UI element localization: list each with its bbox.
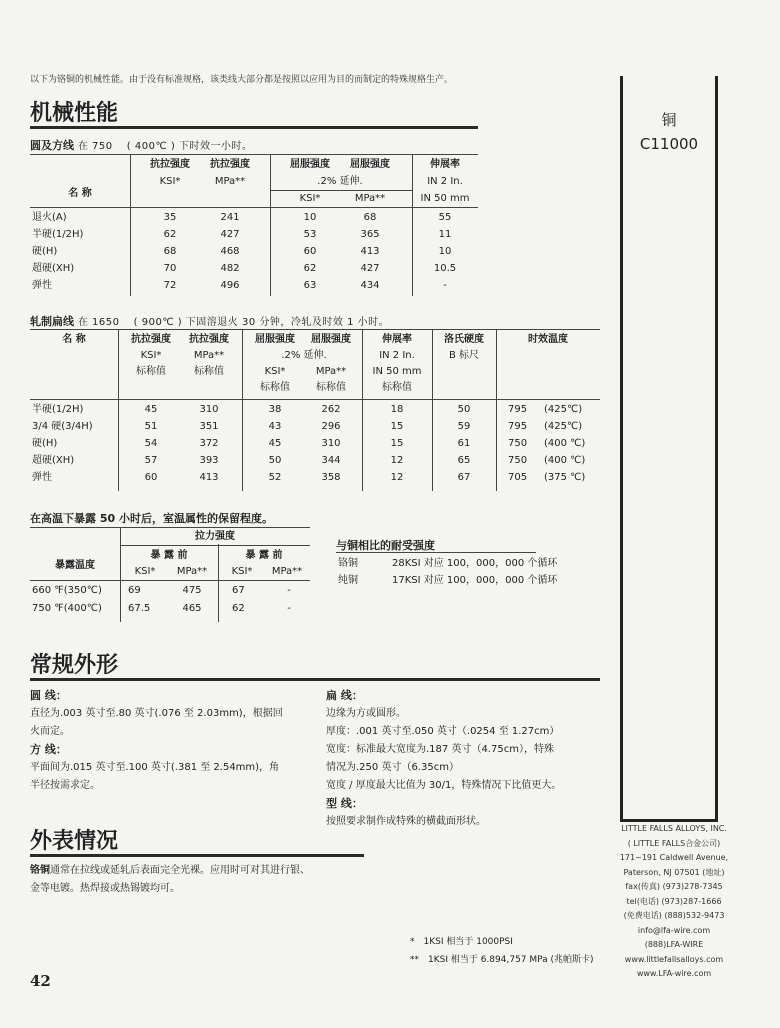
square-wire-text: 平面间为.015 英寸至.100 英寸(.381 至 2.54mm)，角 [30, 762, 280, 773]
table3-h-mpa: MPa** [176, 566, 208, 577]
table1-h-yield-sub: .2% 延伸. [317, 176, 363, 187]
table-row [30, 600, 310, 618]
table3-h-ksi: KSI* [134, 566, 156, 577]
table2-h-elong-sub1: IN 2 In. [379, 350, 415, 361]
cell: 482 [220, 263, 240, 274]
table2-h-yield1: 屈服强度 [255, 334, 295, 345]
round-wire-label: 圆 线： [30, 689, 67, 702]
cell: 795 [508, 404, 528, 415]
cell: 69 [128, 585, 141, 596]
table2-h-nominal: 标称值 [316, 382, 346, 393]
row-label: 退火(A) [32, 212, 67, 223]
cell: 434 [360, 280, 380, 291]
cell: 750 [508, 438, 528, 449]
company-line: 171~191 Caldwell Avenue, [619, 853, 729, 862]
table-row [30, 209, 478, 226]
cell: 10 [438, 246, 452, 257]
company-line: tel(电话) (973)287-1666 [626, 896, 722, 906]
forms-left-column [30, 687, 310, 795]
company-info [614, 822, 734, 982]
row-label: 超硬(XH) [32, 455, 75, 466]
table3-header-rule [120, 545, 310, 546]
table3-h-mpa: MPa** [271, 566, 303, 577]
section-title-mechanical: 机械性能 [30, 100, 119, 126]
cell: 310 [321, 438, 341, 449]
row-label: 3/4 硬(3/4H) [32, 421, 93, 432]
cell: 50 [457, 404, 471, 415]
fatigue-title: 与铜相比的耐受强度 [336, 539, 435, 552]
cell: 365 [360, 229, 380, 240]
cell: 68 [163, 246, 177, 257]
square-wire-label: 方 线： [30, 743, 67, 756]
table-row [30, 469, 600, 486]
cell: 11 [438, 229, 452, 240]
table1-h-yield1: 屈服强度 [290, 159, 330, 170]
cell: 10.5 [433, 263, 457, 274]
cell: 52 [268, 472, 282, 483]
table1-h-tensile1: 抗拉强度 [150, 159, 190, 170]
cell: 468 [220, 246, 240, 257]
table3-h-ksi: KSI* [231, 566, 253, 577]
square-wire-text: 半径按需求定。 [30, 780, 100, 791]
sidebar-frame [620, 76, 718, 822]
flat-wire-text: 宽度 / 厚度最大比值为 30/1，特殊情况下比值更大。 [326, 780, 562, 791]
cell: 372 [199, 438, 219, 449]
cell: 51 [144, 421, 158, 432]
cell: 262 [321, 404, 341, 415]
cell: 45 [144, 404, 158, 415]
cell: 351 [199, 421, 219, 432]
cell: 57 [144, 455, 158, 466]
cell: 59 [457, 421, 471, 432]
cell: 63 [303, 280, 317, 291]
table2-h-nominal: 标称值 [382, 382, 412, 393]
finish-paragraph [30, 862, 360, 898]
table1-top-rule [30, 154, 478, 155]
table3-h-tensile: 拉力强度 [195, 531, 235, 542]
company-line: Paterson, NJ 07501 (地址) [623, 867, 725, 877]
company-line: (888)LFA-WIRE [644, 940, 704, 949]
table1-h-tensile1-unit: KSI* [159, 176, 181, 187]
table-row [30, 582, 310, 600]
cell: - [443, 280, 447, 291]
row-label: 弹性 [32, 280, 52, 291]
cell: 296 [321, 421, 341, 432]
fatigue-value: 28KSI 对应 100，000，000 个循环 [392, 558, 558, 569]
table2-h-yield1-unit: KSI* [264, 366, 286, 377]
section-rule [30, 126, 478, 129]
cell: 465 [182, 603, 202, 614]
table1-body [30, 209, 478, 294]
cell: 62 [232, 603, 245, 614]
cell: 15 [390, 421, 404, 432]
table1-h-tensile2-unit: MPa** [214, 176, 246, 187]
table-row [30, 435, 600, 452]
company-website: www.littlefallsalloys.com [624, 954, 724, 964]
fatigue-material: 铬铜 [338, 558, 358, 569]
cell: 705 [508, 472, 528, 483]
cell: 65 [457, 455, 471, 466]
cell: 427 [220, 229, 240, 240]
round-wire-text: 直径为.003 英寸至.80 英寸(.076 至 2.03mm)，根据回 [30, 708, 283, 719]
cell: 241 [220, 212, 240, 223]
table1-h-elong: 伸展率 [430, 159, 460, 170]
cell: 67 [457, 472, 471, 483]
row-label: 硬(H) [32, 438, 58, 449]
table3-h-before: 暴 露 前 [150, 550, 188, 561]
cell: 413 [199, 472, 219, 483]
forms-right-column [326, 687, 606, 831]
table-row [30, 401, 600, 418]
table1-col-name: 名 称 [68, 188, 92, 199]
table2-h-nominal: 标称值 [136, 366, 166, 377]
table2-h-tensile2: 抗拉强度 [189, 334, 229, 345]
table3-title: 在高温下暴露 50 小时后，室温属性的保留程度。 [30, 512, 273, 525]
section-title-finish: 外表情况 [30, 828, 119, 854]
finish-bold: 铬铜 [30, 865, 50, 876]
table1-h-tensile2: 抗拉强度 [210, 159, 250, 170]
cell: (425℃) [544, 421, 583, 432]
cell: 12 [390, 455, 404, 466]
flat-wire-text: 情况为.250 英寸（6.35cm） [326, 762, 459, 773]
cell: 310 [199, 404, 219, 415]
table3-header-bottom [30, 580, 310, 581]
cell: 496 [220, 280, 240, 291]
cell: 60 [144, 472, 158, 483]
table2-h-elong: 伸展率 [382, 334, 412, 345]
cell: 61 [457, 438, 471, 449]
cell: 72 [163, 280, 177, 291]
fatigue-material: 纯铜 [338, 575, 358, 586]
row-label: 硬(H) [32, 246, 58, 257]
table2-h-tensile1: 抗拉强度 [131, 334, 171, 345]
table-row [30, 243, 478, 260]
table3-h-after: 暴 露 前 [245, 550, 283, 561]
table1-h-yield2: 屈服强度 [350, 159, 390, 170]
table2-top-rule [30, 329, 600, 330]
cell: 10 [303, 212, 317, 223]
profile-wire-label: 型 线： [326, 797, 363, 810]
table1-h-elong-sub1: IN 2 In. [427, 176, 463, 187]
section-rule [30, 854, 364, 857]
list-item [336, 572, 606, 589]
cell: 53 [303, 229, 317, 240]
footnote-ksi-mpa: ** 1KSI 相当于 6.894,757 MPa (兆帕斯卡) [410, 955, 594, 965]
table1-h-yield2-unit: MPa** [354, 193, 386, 204]
table2-h-elong-sub2: IN 50 mm [372, 366, 422, 377]
table-row [30, 260, 478, 277]
sidebar-title-cn: 铜 [661, 111, 677, 129]
row-label: 660 ℉(350℃) [32, 585, 102, 596]
table2-title [30, 313, 389, 329]
table2-h-hardness-sub: B 标尺 [448, 350, 480, 361]
cell: 795 [508, 421, 528, 432]
cell: 15 [390, 438, 404, 449]
cell: 45 [268, 438, 282, 449]
company-line: ( LITTLE FALLS合金公司) [627, 838, 721, 848]
table2-body [30, 401, 600, 486]
table2-h-tensile1-unit: KSI* [140, 350, 162, 361]
row-label: 弹性 [32, 472, 52, 483]
row-label: 750 ℉(400℃) [32, 603, 102, 614]
table3-body [30, 582, 310, 618]
page-number: 42 [30, 972, 51, 990]
table-row [30, 226, 478, 243]
table1-h-yield1-unit: KSI* [299, 193, 321, 204]
cell: 475 [182, 585, 202, 596]
cell: 38 [268, 404, 282, 415]
table3-top-rule [30, 527, 310, 528]
cell: 750 [508, 455, 528, 466]
table-row [30, 418, 600, 435]
table1-h-elong-sub2: IN 50 mm [420, 193, 470, 204]
cell: 54 [144, 438, 158, 449]
table2-col-name: 名 称 [62, 334, 86, 345]
cell: (425℃) [544, 404, 583, 415]
table2-h-yield2-unit: MPa** [315, 366, 347, 377]
cell: 68 [363, 212, 377, 223]
footnotes [410, 933, 620, 969]
company-email: info@lfa-wire.com [637, 925, 711, 935]
flat-wire-label: 扁 线： [326, 689, 363, 702]
table2-h-hardness: 洛氏硬度 [444, 334, 484, 345]
cell: (375 ℃) [544, 472, 586, 483]
section-title-forms: 常规外形 [30, 652, 119, 678]
table1-title-text: 圆及方线 [30, 139, 74, 152]
cell: - [287, 603, 291, 614]
table-row [30, 452, 600, 469]
cell: 62 [163, 229, 177, 240]
table2-condition: 在 1650 ( 900℃ ) 下固溶退火 30 分钟，冷轧及时效 1 小时。 [77, 317, 390, 328]
table1-header-bottom [30, 207, 478, 208]
row-label: 半硬(1/2H) [32, 404, 84, 415]
cell: 393 [199, 455, 219, 466]
cell: 50 [268, 455, 282, 466]
company-line: LITTLE FALLS ALLOYS, INC. [621, 824, 727, 833]
cell: 35 [163, 212, 177, 223]
table-row [30, 277, 478, 294]
cell: 60 [303, 246, 317, 257]
flat-wire-text: 厚度：.001 英寸至.050 英寸（.0254 至 1.27cm） [326, 726, 560, 737]
fatigue-list [336, 555, 606, 589]
table2-header-bottom [30, 399, 600, 400]
table2-h-aging: 时效温度 [528, 334, 568, 345]
section-rule [30, 678, 600, 681]
table3-h-exposure-temp: 暴露温度 [55, 560, 95, 571]
cell: (400 ℃) [544, 438, 586, 449]
cell: 427 [360, 263, 380, 274]
company-line: (免费电话) (888)532-9473 [623, 911, 725, 920]
cell: 344 [321, 455, 341, 466]
flat-wire-text: 边缘为方或圆形。 [326, 708, 406, 719]
cell: (400 ℃) [544, 455, 586, 466]
finish-text: 金等电镀。热焊接或热锡镀均可。 [30, 883, 180, 894]
cell: 55 [438, 212, 452, 223]
company-line: fax(传真) (973)278-7345 [625, 882, 723, 891]
cell: 67.5 [128, 603, 151, 614]
profile-wire-text: 按照要求制作成特殊的横截面形状。 [326, 816, 486, 827]
table1-condition: 在 750 ( 400℃ ) 下时效一小时。 [77, 141, 253, 152]
cell: 12 [390, 472, 404, 483]
finish-text: 通常在拉线或延轧后表面完全光裸。应用时可对其进行银、 [50, 865, 310, 876]
flat-wire-text: 宽度：标准最大宽度为.187 英寸（4.75cm），特殊 [326, 744, 554, 755]
table2-h-yield-sub: .2% 延伸. [281, 350, 327, 361]
list-item [336, 555, 606, 572]
company-website: www.LFA-wire.com [636, 969, 712, 978]
table2-h-nominal: 标称值 [260, 382, 290, 393]
row-label: 半硬(1/2H) [32, 229, 84, 240]
cell: 62 [303, 263, 317, 274]
intro-text: 以下为铬铜的机械性能。由于没有标准规格，该类线大部分都是按照以应用为目的而制定的特殊规格生产。 [30, 75, 454, 85]
cell: 358 [321, 472, 341, 483]
cell: 70 [163, 263, 177, 274]
fatigue-rule [336, 552, 536, 553]
cell: 18 [390, 404, 404, 415]
table1-title [30, 137, 252, 153]
row-label: 超硬(XH) [32, 263, 75, 274]
table2-h-tensile2-unit: MPa** [193, 350, 225, 361]
table2-h-nominal: 标称值 [194, 366, 224, 377]
cell: 67 [232, 585, 245, 596]
table2-title-text: 轧制扁线 [30, 315, 74, 328]
round-wire-text: 火而定。 [30, 726, 70, 737]
fatigue-value: 17KSI 对应 100，000，000 个循环 [392, 575, 558, 586]
cell: 43 [268, 421, 282, 432]
table2-h-yield2: 屈服强度 [311, 334, 351, 345]
footnote-ksi-psi: * 1KSI 相当于 1000PSI [410, 937, 513, 947]
cell: 413 [360, 246, 380, 257]
cell: - [287, 585, 291, 596]
sidebar-title [623, 108, 715, 156]
sidebar-title-code: C11000 [639, 135, 699, 153]
